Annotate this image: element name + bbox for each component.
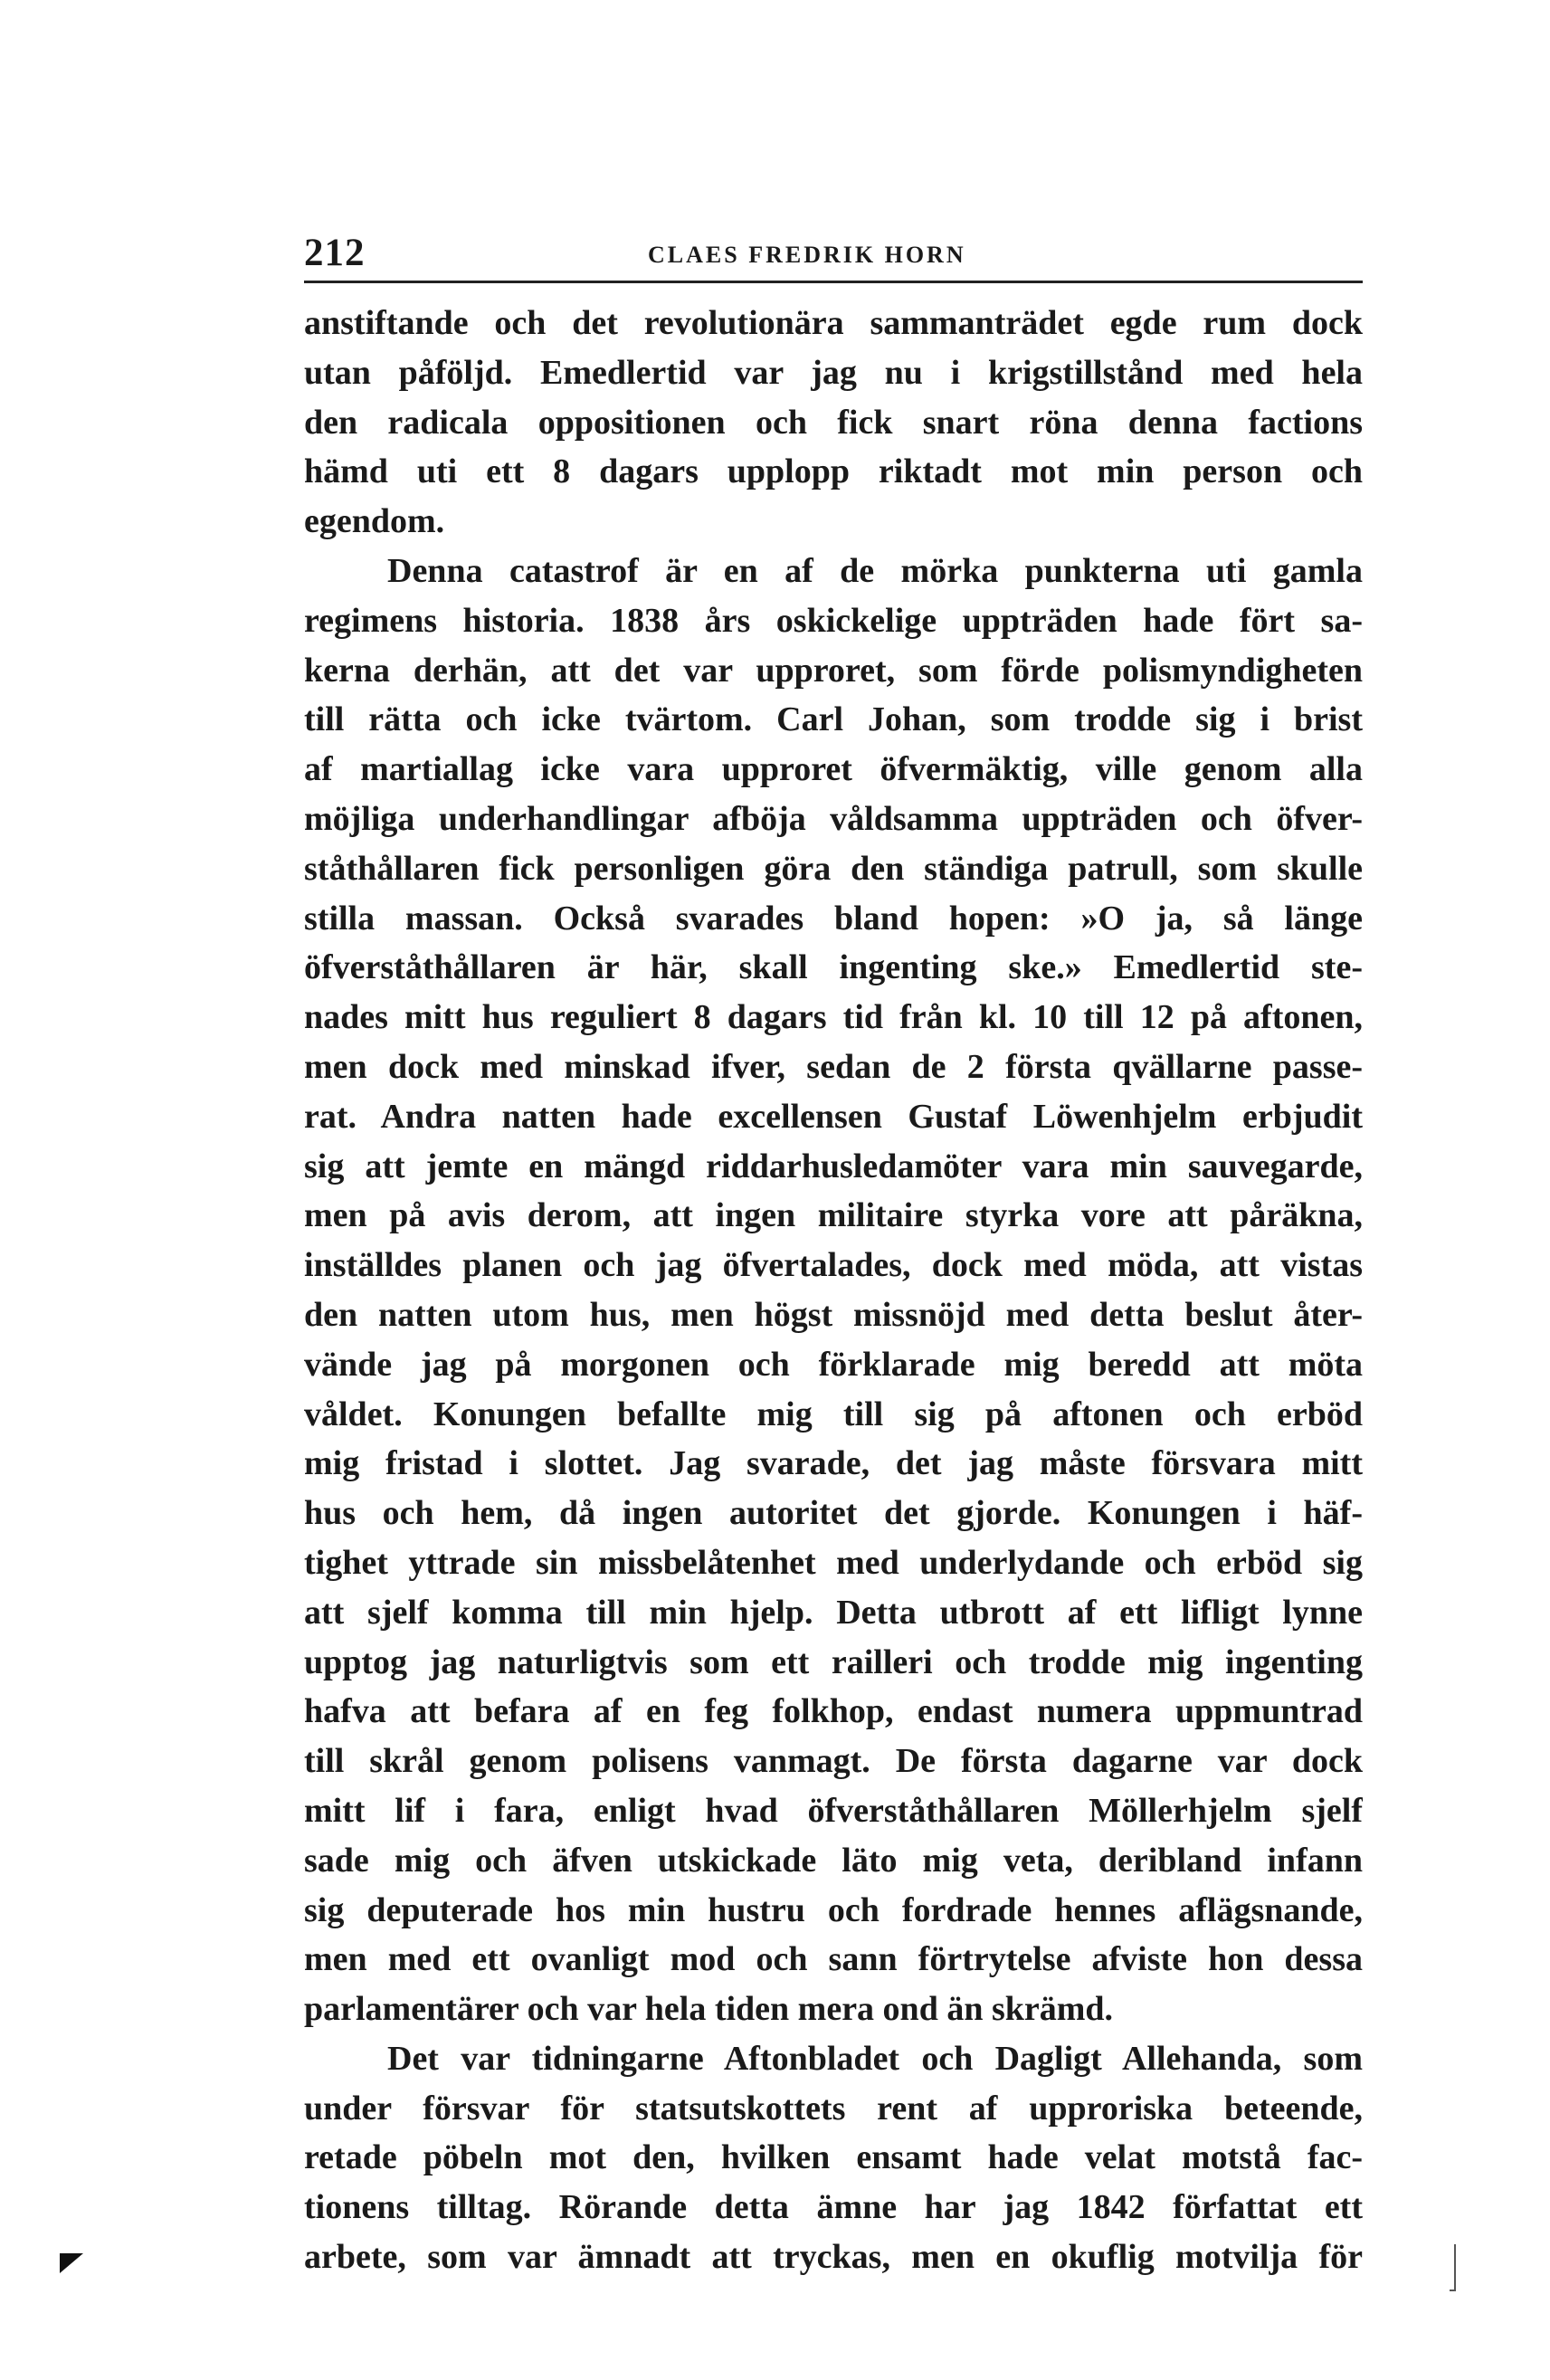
- text-line: men med ett ovanligt mod och sann förtrytelse afviste hon dessa: [304, 1940, 1363, 1979]
- text-line: öfverståthållaren är här, skall ingenting ske.» Emedlertid ste-: [304, 948, 1363, 987]
- scan-edge-mark: [1450, 2244, 1456, 2291]
- text-line: att sjelf komma till min hjelp. Detta utbrott af ett lifligt lynne: [304, 1593, 1363, 1632]
- text-line: rat. Andra natten hade excellensen Gustaf Löwenhjelm erbjudit: [304, 1097, 1363, 1136]
- text-line: tionens tilltag. Rörande detta ämne har jag 1842 författat ett: [304, 2188, 1363, 2227]
- text-line: nades mitt hus reguliert 8 dagars tid från kl. 10 till 12 på aftonen,: [304, 998, 1363, 1037]
- text-line: våldet. Konungen befallte mig till sig på aftonen och erböd: [304, 1395, 1363, 1433]
- text-line: egendom.: [304, 502, 445, 541]
- scan-corner-mark: [60, 2253, 83, 2273]
- text-line: men dock med minskad ifver, sedan de 2 första qvällarne passe-: [304, 1047, 1363, 1086]
- text-line: sig deputerade hos min hustru och fordrade hennes aflägsnande,: [304, 1890, 1363, 1929]
- text-line: arbete, som var ämnadt att tryckas, men en okuflig motvilja för: [304, 2238, 1363, 2277]
- text-line: tighet yttrade sin missbelåtenhet med underlydande och erböd sig: [304, 1543, 1363, 1582]
- text-line: sig att jemte en mängd riddarhusledamöter vara min sauvegarde,: [304, 1147, 1363, 1185]
- text-line: möjliga underhandlingar afböja våldsamma uppträden och öfver-: [304, 799, 1363, 838]
- text-line: den radicala oppositionen och fick snart röna denna factions: [304, 403, 1363, 442]
- text-line: af martiallag icke vara upproret öfvermäktig, ville genom alla: [304, 750, 1363, 789]
- text-line: mig fristad i slottet. Jag svarade, det jag måste försvara mitt: [304, 1444, 1363, 1483]
- text-line: den natten utom hus, men högst missnöjd med detta beslut åter-: [304, 1295, 1363, 1334]
- text-line: till skrål genom polisens vanmagt. De första dagarne var dock: [304, 1742, 1363, 1781]
- text-line: till rätta och icke tvärtom. Carl Johan, som trodde sig i brist: [304, 700, 1363, 739]
- text-line: inställdes planen och jag öfvertalades, dock med möda, att vistas: [304, 1246, 1363, 1285]
- text-line: utan påföljd. Emedlertid var jag nu i krigstillstånd med hela: [304, 353, 1363, 392]
- text-line: ståthållaren fick personligen göra den ständiga patrull, som skulle: [304, 849, 1363, 888]
- text-line: under försvar för statsutskottets rent af upproriska beteende,: [304, 2089, 1363, 2128]
- text-line: hus och hem, då ingen autoritet det gjorde. Konungen i häf-: [304, 1494, 1363, 1533]
- body-text: [304, 299, 1363, 2282]
- text-line: hafva att befara af en feg folkhop, endast numera uppmuntrad: [304, 1692, 1363, 1731]
- text-line: parlamentärer och var hela tiden mera ond än skrämd.: [304, 1990, 1114, 2029]
- text-line: hämd uti ett 8 dagars upplopp riktadt mot min person och: [304, 452, 1363, 491]
- text-line: vände jag på morgonen och förklarade mig beredd att möta: [304, 1345, 1363, 1384]
- text-line: retade pöbeln mot den, hvilken ensamt hade velat motstå fac-: [304, 2138, 1363, 2177]
- text-line: Denna catastrof är en af de mörka punkterna uti gamla: [387, 551, 1363, 590]
- text-line: regimens historia. 1838 års oskickelige uppträden hade fört sa-: [304, 601, 1363, 640]
- text-line: anstiftande och det revolutionära sammanträdet egde rum dock: [304, 304, 1363, 342]
- header-rule: [304, 281, 1363, 283]
- page-number: 212: [304, 232, 366, 274]
- text-line: kerna derhän, att det var upproret, som förde polismyndigheten: [304, 651, 1363, 690]
- text-line: mitt lif i fara, enligt hvad öfverståthållaren Möllerhjelm sjelf: [304, 1791, 1363, 1830]
- text-line: Det var tidningarne Aftonbladet och Dagligt Allehanda, som: [387, 2039, 1363, 2078]
- text-line: upptog jag naturligtvis som ett railleri och trodde mig ingenting: [304, 1642, 1363, 1681]
- text-line: men på avis derom, att ingen militaire styrka vore att påräkna,: [304, 1196, 1363, 1235]
- text-line: stilla massan. Också svarades bland hopen: »O ja, så länge: [304, 899, 1363, 938]
- running-head: [304, 231, 1363, 285]
- text-line: sade mig och äfven utskickade läto mig veta, deribland infann: [304, 1841, 1363, 1880]
- running-title: CLAES FREDRIK HORN: [648, 242, 966, 268]
